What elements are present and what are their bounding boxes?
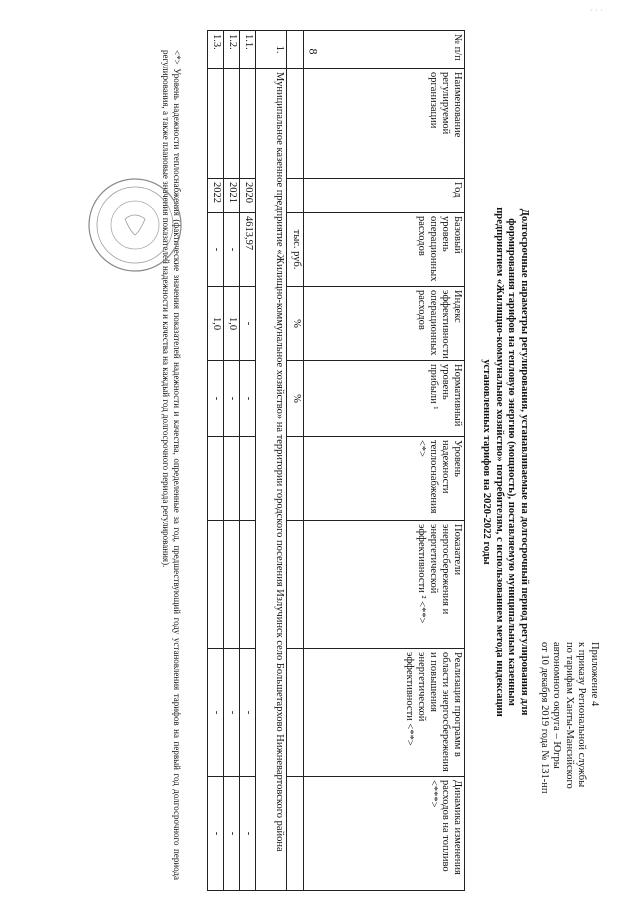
- row-energy: [224, 521, 240, 649]
- row-energy: [208, 521, 224, 649]
- appendix-header: [538, 642, 601, 892]
- org-num: 1.: [256, 31, 287, 69]
- row-profit: -: [208, 361, 224, 437]
- row-base: 4613,97: [240, 213, 256, 287]
- row-base: -: [224, 213, 240, 287]
- table-row: [240, 31, 256, 891]
- row-org: [208, 69, 224, 179]
- unit-cell: [287, 777, 304, 891]
- parameters-table: [207, 30, 465, 891]
- row-year: 2020: [240, 179, 256, 213]
- unit-cell: %: [287, 361, 304, 437]
- appendix-line: по тарифам Ханты-Мансийского: [564, 642, 575, 789]
- row-reliability: [224, 437, 240, 521]
- row-fuel: -: [208, 777, 224, 891]
- row-num: 1.3.: [208, 31, 224, 69]
- title-line: установленных тарифов на 2020-2022 годы: [481, 359, 493, 565]
- footnote: <*> Уровень надежности теплоснабжения (фактические значения показателей надежности и качества, определенные за год, предшествующий году установления тарифов на первый год долгосрочного периода регулирования, а также плановые значения показателей надежности и качества на каждый год долгосрочного периода регулирования).: [161, 50, 182, 880]
- row-fuel: -: [224, 777, 240, 891]
- unit-cell: [287, 69, 304, 179]
- row-index: 1,0: [208, 287, 224, 361]
- row-program: -: [240, 649, 256, 777]
- row-reliability: [208, 437, 224, 521]
- official-seal: [85, 175, 185, 275]
- organization-row: [256, 31, 287, 891]
- header-programs: Реализация программ в области энергосбережения и повышения энергетической эффективности <**>: [304, 649, 465, 777]
- row-base: -: [208, 213, 224, 287]
- header-base-opex: Базовый уровень операционных расходов: [304, 213, 465, 287]
- row-num: 1.2.: [224, 31, 240, 69]
- row-org: [224, 69, 240, 179]
- title-line: предприятием «Жилищно-коммунальное хозяйство» потребителям, с использованием метода индексации: [494, 207, 505, 717]
- header-reliability: Уровень надежности теплоснабжения <*>: [304, 437, 465, 521]
- rotated-page-content: [0, 22, 600, 902]
- appendix-line: Приложение 4: [589, 642, 600, 707]
- row-program: -: [208, 649, 224, 777]
- title-line: формирования тарифов на тепловую энергию (мощность), поставляемую муниципальным казенным: [506, 218, 518, 706]
- units-row: [287, 31, 304, 891]
- table-header-row: [304, 31, 465, 891]
- row-profit: -: [240, 361, 256, 437]
- header-efficiency-index: Индекс эффективности операционных расходов: [304, 287, 465, 361]
- row-year: 2021: [224, 179, 240, 213]
- appendix-line: от 10 декабря 2019 года № 131-нп: [539, 642, 550, 794]
- header-fuel-dynamics: Динамика изменения расходов на топливо <***>: [304, 777, 465, 891]
- unit-cell: [287, 31, 304, 69]
- unit-cell: тыс. руб.: [287, 213, 304, 287]
- row-org: [240, 69, 256, 179]
- row-energy: [240, 521, 256, 649]
- header-organization: Наименование регулируемой организации: [304, 69, 465, 179]
- header-num: № п/п: [304, 31, 465, 69]
- row-year: 2022: [208, 179, 224, 213]
- row-num: 1.1.: [240, 31, 256, 69]
- document-title: [480, 42, 530, 882]
- row-profit: -: [224, 361, 240, 437]
- unit-cell: [287, 521, 304, 649]
- row-program: -: [224, 649, 240, 777]
- table-row: [208, 31, 224, 891]
- header-energy-saving: Показатели энергосбережения и энергетической эффективности ² <**>: [304, 521, 465, 649]
- org-name: Муниципальное казенное предприятие «Жилищно-коммунальное хозяйство» на территории городского поселения Излучинск село Большетархово Нижневартовского района: [256, 69, 287, 891]
- title-line: Долгосрочные параметры регулирования, устанавливаемые на долгосрочный период регулирования для: [519, 208, 530, 716]
- scan-noise: · · ·: [590, 6, 603, 15]
- row-fuel: -: [240, 777, 256, 891]
- unit-cell: [287, 437, 304, 521]
- unit-cell: [287, 179, 304, 213]
- appendix-line: к приказу Региональной службы: [576, 642, 588, 788]
- unit-cell: %: [287, 287, 304, 361]
- unit-cell: [287, 649, 304, 777]
- page-number: 8: [306, 48, 321, 55]
- header-normative-profit: Нормативный уровень прибыли ¹: [304, 361, 465, 437]
- header-year: Год: [304, 179, 465, 213]
- row-index: 1,0: [224, 287, 240, 361]
- row-index: -: [240, 287, 256, 361]
- row-reliability: [240, 437, 256, 521]
- table-row: [224, 31, 240, 891]
- appendix-line: автономного округа – Югры: [551, 642, 563, 769]
